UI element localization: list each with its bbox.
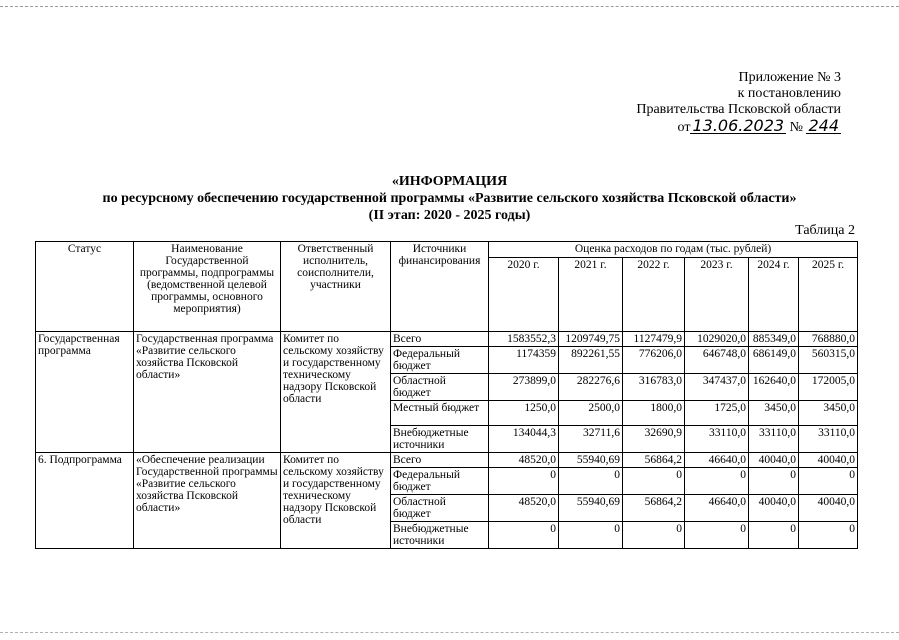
value-cell: 892261,55 [559, 347, 623, 374]
appendix-line-1: Приложение № 3 [738, 70, 841, 85]
value-cell: 1029020,0 [685, 332, 749, 347]
value-cell: 282276,6 [559, 374, 623, 401]
scan-edge-bottom [0, 632, 899, 633]
value-cell: 776206,0 [623, 347, 685, 374]
value-cell: 55940,69 [559, 453, 623, 468]
value-cell: 885349,0 [749, 332, 799, 347]
value-cell: 316783,0 [623, 374, 685, 401]
appendix-block [636, 70, 841, 136]
value-cell: 46640,0 [685, 453, 749, 468]
value-cell: 347437,0 [685, 374, 749, 401]
value-cell: 40040,0 [749, 495, 799, 522]
source-cell: Местный бюджет [391, 401, 489, 426]
document-period: (II этап: 2020 - 2025 годы) [368, 208, 531, 223]
value-cell: 0 [559, 522, 623, 549]
value-cell: 134044,3 [489, 426, 559, 453]
header-year: 2024 г. [749, 258, 799, 332]
value-cell: 1250,0 [489, 401, 559, 426]
value-cell: 0 [685, 468, 749, 495]
value-cell: 0 [799, 522, 858, 549]
value-cell: 32711,6 [559, 426, 623, 453]
value-cell: 40040,0 [799, 495, 858, 522]
header-year: 2021 г. [559, 258, 623, 332]
status-cell: 6. Подпрограмма [36, 453, 134, 549]
value-cell: 768880,0 [799, 332, 858, 347]
value-cell: 1127479,9 [623, 332, 685, 347]
value-cell: 0 [685, 522, 749, 549]
table-label: Таблица 2 [795, 223, 855, 238]
value-cell: 0 [623, 522, 685, 549]
value-cell: 0 [799, 468, 858, 495]
name-cell: Государственная программа «Развитие сельского хозяйства Псковской области» [134, 332, 281, 453]
source-cell: Внебюджетные источники [391, 522, 489, 549]
value-cell: 646748,0 [685, 347, 749, 374]
source-cell: Всего [391, 332, 489, 347]
value-cell: 55940,69 [559, 495, 623, 522]
appendix-line-2: к постановлению [737, 86, 841, 101]
value-cell: 1725,0 [685, 401, 749, 426]
value-cell: 0 [489, 468, 559, 495]
value-cell: 273899,0 [489, 374, 559, 401]
value-cell: 32690,9 [623, 426, 685, 453]
value-cell: 48520,0 [489, 453, 559, 468]
value-cell: 0 [749, 468, 799, 495]
header-year: 2022 г. [623, 258, 685, 332]
value-cell: 3450,0 [749, 401, 799, 426]
status-cell: Государственная программа [36, 332, 134, 453]
document-title: «ИНФОРМАЦИЯ [391, 174, 508, 189]
value-cell: 33110,0 [749, 426, 799, 453]
value-cell: 2500,0 [559, 401, 623, 426]
handwritten-number: 244 [808, 116, 839, 135]
value-cell: 40040,0 [799, 453, 858, 468]
executor-cell: Комитет по сельскому хозяйству и государственному техническому надзору Псковской области [281, 453, 391, 549]
value-cell: 3450,0 [799, 401, 858, 426]
source-cell: Областной бюджет [391, 374, 489, 401]
value-cell: 0 [559, 468, 623, 495]
handwritten-date: 13.06.2023 [692, 116, 785, 135]
header-name: Наименование Государственной программы, подпрограммы (ведомственной целевой программы, основного мероприятия) [134, 242, 281, 332]
value-cell: 56864,2 [623, 453, 685, 468]
header-year: 2023 г. [685, 258, 749, 332]
table-row [36, 332, 858, 347]
value-cell: 33110,0 [685, 426, 749, 453]
value-cell: 0 [489, 522, 559, 549]
resource-table [35, 241, 858, 549]
table-row [36, 453, 858, 468]
scan-edge-top [0, 6, 899, 7]
value-cell: 1174359 [489, 347, 559, 374]
header-estimate: Оценка расходов по годам (тыс. рублей) [489, 242, 858, 258]
source-cell: Федеральный бюджет [391, 468, 489, 495]
name-cell: «Обеспечение реализации Государственной программы «Развитие сельского хозяйства Псковской области» [134, 453, 281, 549]
value-cell: 686149,0 [749, 347, 799, 374]
header-executor: Ответственный исполнитель, соисполнители, участники [281, 242, 391, 332]
header-status: Статус [36, 242, 134, 332]
value-cell: 560315,0 [799, 347, 858, 374]
value-cell: 0 [749, 522, 799, 549]
header-source: Источники финансирования [391, 242, 489, 332]
value-cell: 40040,0 [749, 453, 799, 468]
source-cell: Всего [391, 453, 489, 468]
value-cell: 33110,0 [799, 426, 858, 453]
document-subtitle: по ресурсному обеспечению государственной программы «Развитие сельского хозяйства Псковской области» [102, 191, 797, 206]
number-prefix: № [789, 120, 803, 135]
source-cell: Федеральный бюджет [391, 347, 489, 374]
value-cell: 56864,2 [623, 495, 685, 522]
value-cell: 1800,0 [623, 401, 685, 426]
value-cell: 1583552,3 [489, 332, 559, 347]
appendix-line-3: Правительства Псковской области [636, 102, 841, 117]
appendix-date-line [636, 118, 841, 136]
header-year: 2025 г. [799, 258, 858, 332]
value-cell: 162640,0 [749, 374, 799, 401]
header-year: 2020 г. [489, 258, 559, 332]
date-prefix: от [677, 120, 691, 135]
source-cell: Областной бюджет [391, 495, 489, 522]
value-cell: 46640,0 [685, 495, 749, 522]
value-cell: 1209749,75 [559, 332, 623, 347]
value-cell: 48520,0 [489, 495, 559, 522]
value-cell: 0 [623, 468, 685, 495]
value-cell: 172005,0 [799, 374, 858, 401]
source-cell: Внебюджетные источники [391, 426, 489, 453]
executor-cell: Комитет по сельскому хозяйству и государственному техническому надзору Псковской области [281, 332, 391, 453]
